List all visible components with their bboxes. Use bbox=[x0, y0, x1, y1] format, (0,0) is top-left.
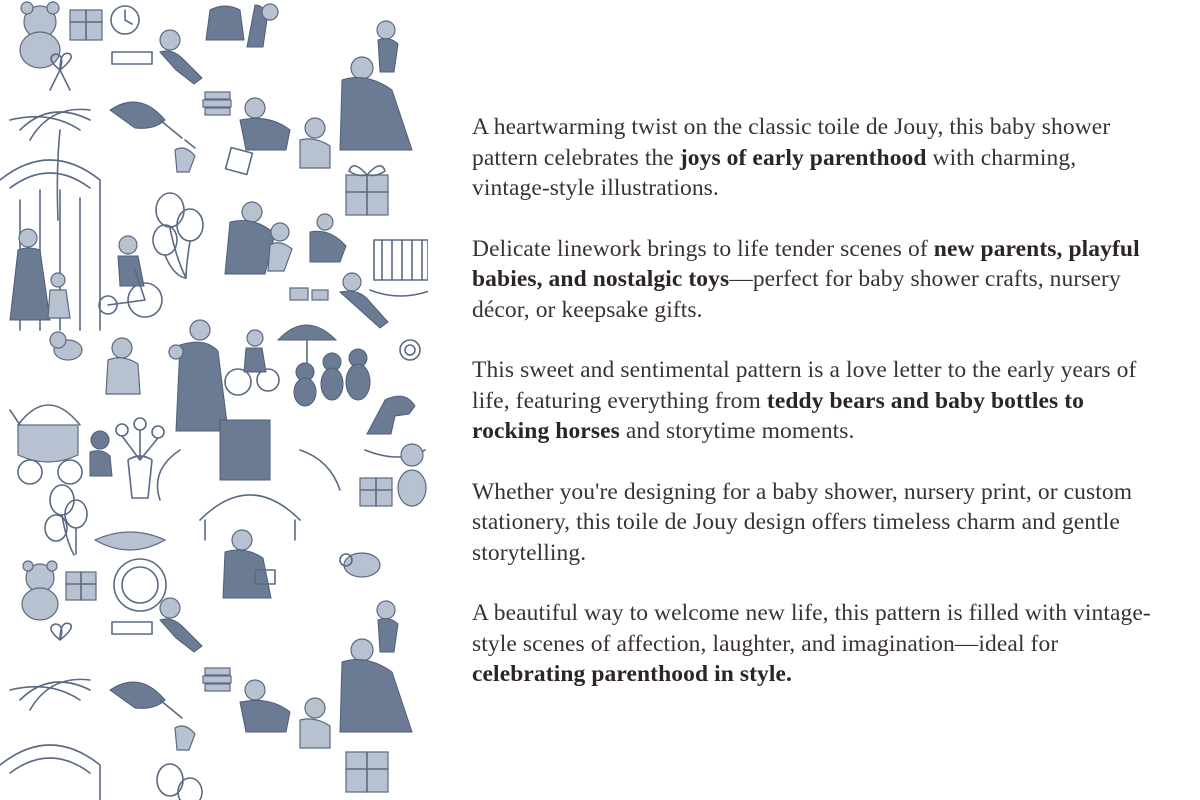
teddy-bears-trio-icon bbox=[294, 349, 370, 406]
teddy-bear-bottom-icon bbox=[22, 561, 58, 620]
mother-reading-icon bbox=[223, 530, 275, 598]
child-playing-icon bbox=[112, 30, 202, 84]
gift-box-right-icon bbox=[346, 166, 388, 215]
paragraph-5-bold-1: celebrating parenthood in style. bbox=[472, 661, 793, 687]
paragraph-3-bold-1: teddy bears and baby bottles to rocking horses bbox=[472, 387, 1085, 444]
gift-box-icon bbox=[70, 10, 102, 40]
balloons-bottom-icon bbox=[157, 764, 202, 800]
balloons-icon bbox=[153, 193, 203, 278]
gazebo-icon bbox=[158, 420, 341, 540]
paragraph-3-text-2: and storytime moments. bbox=[619, 418, 855, 444]
garden-arch-bottom-icon bbox=[0, 745, 100, 800]
toile-pattern-illustration bbox=[0, 0, 428, 800]
baby-sitting-icon bbox=[106, 338, 140, 394]
family-sitting-icon bbox=[225, 202, 292, 274]
gift-box-right-bottom-icon bbox=[346, 752, 388, 792]
stork-bottom-icon bbox=[110, 682, 195, 750]
palm-tree-icon bbox=[10, 109, 90, 220]
bow-bottom-icon bbox=[51, 623, 71, 640]
toile-pattern-svg bbox=[0, 0, 428, 800]
paragraph-1-text-1: A heartwarming twist on the classic toile de Jouy, this baby shower pattern celebrates the bbox=[472, 114, 1111, 171]
tricycle-icon bbox=[99, 236, 162, 317]
paragraph-1-text-2: with charming, vintage-style illustrations. bbox=[472, 144, 1077, 201]
paragraph-2-text-2: —perfect for baby shower crafts, nursery décor, or keepsake gifts. bbox=[472, 266, 1121, 323]
paragraph-4 bbox=[472, 477, 1152, 569]
paragraph-1 bbox=[472, 112, 1152, 204]
father-with-baby-bottom-icon bbox=[340, 601, 412, 732]
clock-icon bbox=[111, 6, 139, 34]
woman-sitting-icon bbox=[310, 214, 346, 262]
paragraph-5-text-1: A beautiful way to welcome new life, this pattern is filled with vintage-style scenes of affection, laughter, and imagination—ideal for bbox=[472, 600, 1151, 657]
crib-icon bbox=[370, 240, 428, 296]
gift-box-mid-icon bbox=[360, 478, 392, 506]
stork-icon bbox=[110, 102, 195, 172]
paragraph-4-text-1: Whether you're designing for a baby shower, nursery print, or custom stationery, this toile de Jouy design offers timeless charm and gentle storytelling. bbox=[472, 478, 1133, 566]
description-text-panel bbox=[472, 112, 1152, 720]
toy-train-icon bbox=[290, 273, 388, 328]
books-stack-bottom-icon bbox=[203, 668, 231, 691]
palm-tree-bottom-icon bbox=[10, 679, 90, 710]
books-stack-icon bbox=[203, 92, 231, 115]
baby-cradle-icon bbox=[95, 532, 166, 611]
paragraph-5 bbox=[472, 598, 1152, 690]
pacifier-icon bbox=[400, 340, 420, 360]
dog-icon bbox=[50, 332, 82, 360]
paragraph-2-text-1: Delicate linework brings to life tender scenes of bbox=[472, 235, 934, 262]
babies-with-toys-bottom-icon bbox=[240, 680, 330, 748]
bicycle-icon bbox=[225, 330, 279, 395]
paragraph-3 bbox=[472, 355, 1152, 447]
paragraph-2-bold-1: new parents, playful babies, and nostalgic toys bbox=[472, 235, 1140, 292]
mother-with-baby-icon bbox=[169, 320, 228, 431]
pram-icon bbox=[10, 405, 82, 484]
family-scene-icon bbox=[206, 4, 278, 47]
teddy-bear-icon bbox=[20, 2, 60, 68]
babies-with-toys-icon bbox=[226, 98, 330, 174]
teddy-bear-right-icon bbox=[398, 444, 426, 506]
sheep-icon bbox=[340, 553, 380, 577]
balloons-lower-icon bbox=[45, 485, 87, 555]
paragraph-2 bbox=[472, 234, 1152, 326]
paragraph-3-text-1: This sweet and sentimental pattern is a love letter to the early years of life, featuring everything from bbox=[472, 357, 1137, 414]
baby-silhouette-icon bbox=[90, 431, 112, 476]
gift-box-bottom-icon bbox=[66, 572, 96, 600]
paragraph-1-bold-1: joys of early parenthood bbox=[679, 144, 927, 171]
father-with-baby-icon bbox=[340, 21, 412, 150]
